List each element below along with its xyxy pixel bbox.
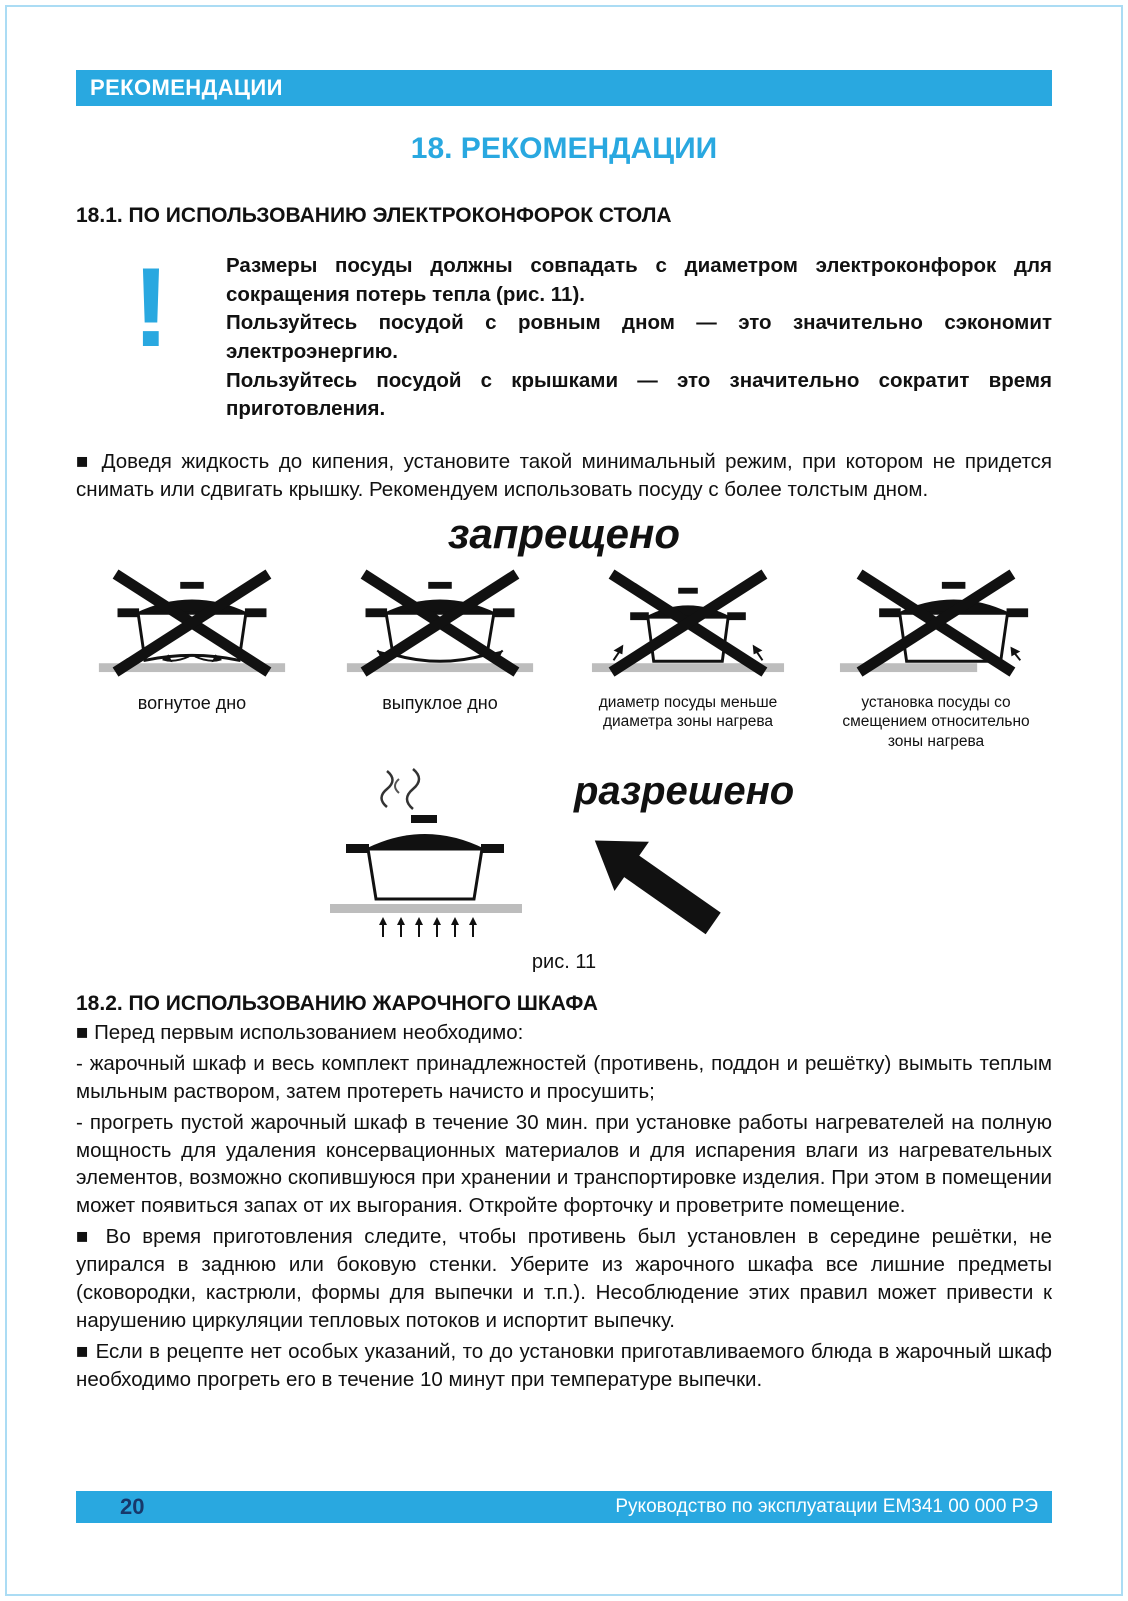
allowed-pot-icon [324,763,536,949]
footer-doc-reference: Руководство по эксплуатации ЕМ341 00 000 РЭ [615,1496,1038,1517]
oven-paragraph: ■ Во время приготовления следите, чтобы противень был установлен в середине решётки, не упирался в заднюю или боковую стенки. Уберите из жарочного шкафа все лишние предметы (сковородки, кастрюли, формы для выпечки и т.п.). Несоблюдение этих правил может привести к нарушению циркуляции тепловых потоков и испортит выпечку. [76,1225,1052,1332]
illustration-caption: вогнутое дно [137,692,247,713]
warning-exclamation-icon: ! [132,245,170,370]
illustration-caption: выпуклое дно [382,692,498,713]
page-number: 20 [120,1494,145,1519]
illustration-concave-bottom [76,562,308,751]
warning-text [226,252,1052,424]
forbidden-label: запрещено [447,509,681,557]
oven-paragraph: - жарочный шкаф и весь комплект принадлежностей (противень, поддон и решётку) вымыть теплым мыльным раствором, затем протереть начисто и просушить; [76,1051,1052,1103]
oven-paragraph: ■ Перед первым использованием необходимо: [76,1021,524,1044]
illustration-convex-bottom [324,562,556,751]
warning-line: Размеры посуды должны совпадать с диаметром электроконфорок для сокращения потерь тепла (рис. 11). [226,254,1052,306]
crossed-pot-icon [838,562,1034,690]
forbidden-illustrations [76,562,1052,751]
figure-caption: рис. 11 [531,951,597,973]
oven-paragraph: ■ Если в рецепте нет особых указаний, то до установки приготавливаемого блюда в жарочный шкаф необходимо прогреть его в течение 10 минут при температуре выпечки. [76,1339,1052,1391]
illustration-caption: установка посуды со смещением относительно зоны нагрева [842,693,1030,750]
allowed-illustration [76,763,1052,951]
warning-block [76,245,1052,424]
page-title: 18. РЕКОМЕНДАЦИИ [410,132,718,165]
section-header-bar [76,70,1052,106]
oven-paragraph: - прогреть пустой жарочный шкаф в течение 30 мин. при установке работы нагревателей на полную мощность для удаления консервационных материалов и для испарения влаги из нагревательных элементов, возможно скопившуюся при хранении и транспортировке изделия. При этом в помещении может появиться запах от их выгорания. Откройте форточку и проветрите помещение. [76,1110,1052,1218]
warning-line: Пользуйтесь посудой с крышками — это значительно сократит время приготовления. [226,368,1052,421]
crossed-pot-icon [342,562,538,690]
intro-paragraph: ■ Доведя жидкость до кипения, установите такой минимальный режим, при котором не придется снимать или сдвигать крышку. Рекомендуем использовать посуду с более толстым дном. [76,450,1052,501]
page-content [76,0,1052,1393]
warning-line: Пользуйтесь посудой с ровным дном — это значительно сэкономит электроэнергию. [226,311,1052,364]
allowed-arrow-icon [568,821,740,943]
crossed-pot-icon [94,562,290,690]
section-header-label: РЕКОМЕНДАЦИИ [90,75,283,100]
illustration-small-diameter [572,562,804,751]
allowed-label: разрешено [574,769,795,813]
footer-bar [76,1491,1052,1523]
illustration-caption: диаметр посуды меньше диаметра зоны нагрева [598,693,778,731]
illustration-offset-pot [820,562,1052,751]
section-18-1-heading: 18.1. ПО ИСПОЛЬЗОВАНИЮ ЭЛЕКТРОКОНФОРОК СТОЛА [76,204,672,227]
section-18-2-heading: 18.2. ПО ИСПОЛЬЗОВАНИЮ ЖАРОЧНОГО ШКАФА [76,992,598,1015]
crossed-pot-icon [590,562,786,690]
